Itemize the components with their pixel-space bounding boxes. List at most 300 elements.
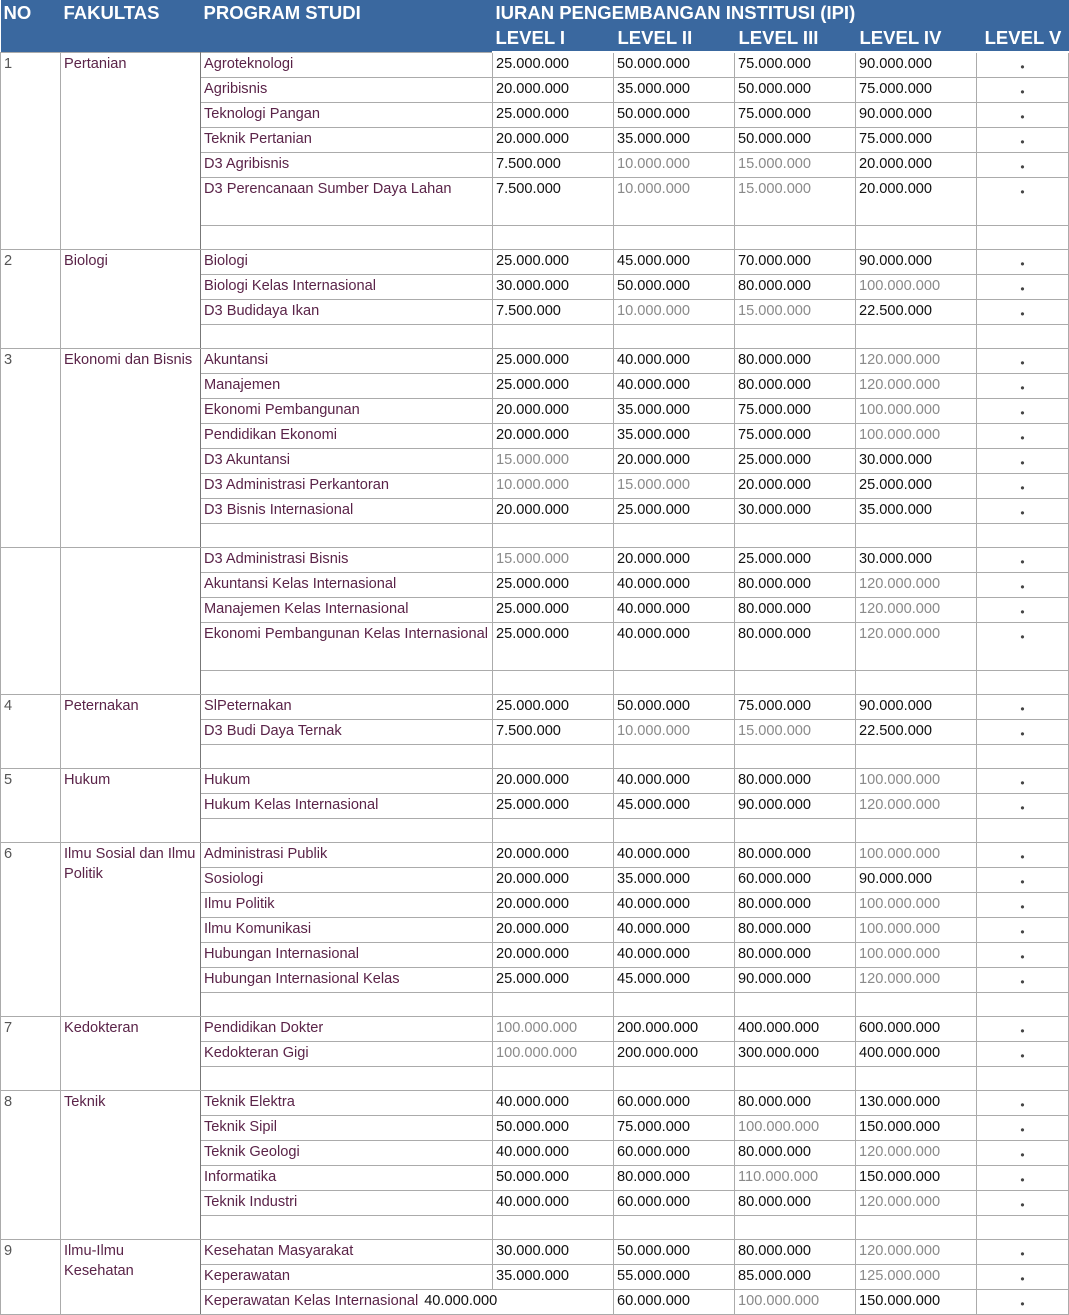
level-1-value: 30.000.000 bbox=[493, 1240, 614, 1265]
level-2-value: 10.000.000 bbox=[614, 153, 735, 178]
level-2-value: 25.000.000 bbox=[614, 499, 735, 524]
level-5-bullet: • bbox=[977, 1240, 1069, 1265]
level-5-bullet: • bbox=[977, 349, 1069, 374]
level-4-value: 120.000.000 bbox=[856, 968, 977, 993]
faculty-name: Hukum bbox=[61, 769, 201, 843]
level-4-value: 100.000.000 bbox=[856, 918, 977, 943]
level-2-value: 50.000.000 bbox=[614, 1240, 735, 1265]
level-2-value: 35.000.000 bbox=[614, 868, 735, 893]
program-name: Pendidikan Ekonomi bbox=[201, 424, 493, 449]
level-3-value: 15.000.000 bbox=[735, 153, 856, 178]
level-5-bullet: • bbox=[977, 474, 1069, 499]
empty-cell bbox=[493, 1216, 614, 1240]
level-1-value: 7.500.000 bbox=[493, 178, 614, 226]
program-name: Teknik Geologi bbox=[201, 1141, 493, 1166]
program-name: Ekonomi Pembangunan bbox=[201, 399, 493, 424]
table-row bbox=[1, 250, 1069, 275]
empty-cell bbox=[201, 993, 493, 1017]
level-5-bullet: • bbox=[977, 128, 1069, 153]
level-1-value: 25.000.000 bbox=[493, 250, 614, 275]
level-1-value: 25.000.000 bbox=[493, 374, 614, 399]
level-3-value: 60.000.000 bbox=[735, 868, 856, 893]
program-name: Agroteknologi bbox=[201, 52, 493, 78]
program-name: Agribisnis bbox=[201, 78, 493, 103]
level-3-value: 80.000.000 bbox=[735, 374, 856, 399]
level-1-value: 25.000.000 bbox=[493, 794, 614, 819]
empty-cell bbox=[493, 745, 614, 769]
level-5-bullet: • bbox=[977, 868, 1069, 893]
level-4-value: 90.000.000 bbox=[856, 52, 977, 78]
empty-cell bbox=[614, 993, 735, 1017]
level-1-value: 40.000.000 bbox=[493, 1141, 614, 1166]
level-1-value: 20.000.000 bbox=[493, 943, 614, 968]
program-name-text: Keperawatan Kelas Internasional bbox=[204, 1293, 419, 1309]
level-4-value: 100.000.000 bbox=[856, 399, 977, 424]
level-5-bullet: • bbox=[977, 769, 1069, 794]
level-1-value: 7.500.000 bbox=[493, 153, 614, 178]
program-name: Teknik Industri bbox=[201, 1191, 493, 1216]
level-5-bullet: • bbox=[977, 1191, 1069, 1216]
empty-cell bbox=[614, 1216, 735, 1240]
level-1-value: 30.000.000 bbox=[493, 275, 614, 300]
empty-cell bbox=[735, 226, 856, 250]
faculty-name: Peternakan bbox=[61, 695, 201, 769]
level-4-value: 100.000.000 bbox=[856, 424, 977, 449]
level-5-bullet: • bbox=[977, 968, 1069, 993]
empty-cell bbox=[856, 226, 977, 250]
level-5-bullet: • bbox=[977, 1091, 1069, 1116]
level-1-value: 50.000.000 bbox=[493, 1116, 614, 1141]
level-5-bullet: • bbox=[977, 153, 1069, 178]
level-1-value: 25.000.000 bbox=[493, 349, 614, 374]
level-5-bullet: • bbox=[977, 178, 1069, 226]
level-1-value: 25.000.000 bbox=[493, 598, 614, 623]
header-level-5: LEVEL V bbox=[977, 25, 1069, 52]
empty-cell bbox=[856, 993, 977, 1017]
level-3-value: 80.000.000 bbox=[735, 275, 856, 300]
level-5-bullet: • bbox=[977, 424, 1069, 449]
level-5-bullet: • bbox=[977, 103, 1069, 128]
header-no: NO bbox=[1, 0, 61, 52]
level-2-value: 40.000.000 bbox=[614, 769, 735, 794]
level-5-bullet: • bbox=[977, 573, 1069, 598]
faculty-number: 4 bbox=[1, 695, 61, 769]
level-4-value: 22.500.000 bbox=[856, 300, 977, 325]
level-3-value: 100.000.000 bbox=[735, 1116, 856, 1141]
level-4-value: 120.000.000 bbox=[856, 794, 977, 819]
empty-cell bbox=[735, 524, 856, 548]
level-3-value: 15.000.000 bbox=[735, 720, 856, 745]
program-name: Teknologi Pangan bbox=[201, 103, 493, 128]
table-row bbox=[1, 843, 1069, 868]
level-2-value: 10.000.000 bbox=[614, 720, 735, 745]
level-3-value: 300.000.000 bbox=[735, 1042, 856, 1067]
level-5-bullet: • bbox=[977, 918, 1069, 943]
level-2-value: 40.000.000 bbox=[614, 943, 735, 968]
level-5-bullet: • bbox=[977, 374, 1069, 399]
header-ipi: IURAN PENGEMBANGAN INSTITUSI (IPI) bbox=[493, 0, 1069, 25]
level-3-value: 80.000.000 bbox=[735, 893, 856, 918]
empty-cell bbox=[201, 1067, 493, 1091]
empty-cell bbox=[201, 671, 493, 695]
program-name: Ilmu Politik bbox=[201, 893, 493, 918]
level-4-value: 400.000.000 bbox=[856, 1042, 977, 1067]
level-1-value: 20.000.000 bbox=[493, 424, 614, 449]
level-2-value: 55.000.000 bbox=[614, 1265, 735, 1290]
level-2-value: 50.000.000 bbox=[614, 695, 735, 720]
level-3-value: 50.000.000 bbox=[735, 78, 856, 103]
faculty-name: Kedokteran bbox=[61, 1017, 201, 1091]
level-5-bullet: • bbox=[977, 720, 1069, 745]
level-5-bullet: • bbox=[977, 695, 1069, 720]
level-3-value: 80.000.000 bbox=[735, 843, 856, 868]
empty-cell bbox=[493, 524, 614, 548]
level-4-value: 25.000.000 bbox=[856, 474, 977, 499]
level-1-value: 20.000.000 bbox=[493, 399, 614, 424]
empty-cell bbox=[493, 819, 614, 843]
empty-cell bbox=[201, 1216, 493, 1240]
level-4-value: 75.000.000 bbox=[856, 128, 977, 153]
empty-cell bbox=[856, 1067, 977, 1091]
level-4-value: 100.000.000 bbox=[856, 943, 977, 968]
level-3-value: 80.000.000 bbox=[735, 349, 856, 374]
level-1-value: 10.000.000 bbox=[493, 474, 614, 499]
program-name: Informatika bbox=[201, 1166, 493, 1191]
program-name: Biologi Kelas Internasional bbox=[201, 275, 493, 300]
level-3-value: 25.000.000 bbox=[735, 548, 856, 573]
program-name: Ekonomi Pembangunan Kelas Internasional bbox=[201, 623, 493, 671]
level-4-value: 90.000.000 bbox=[856, 695, 977, 720]
level-5-bullet: • bbox=[977, 300, 1069, 325]
program-name: Akuntansi Kelas Internasional bbox=[201, 573, 493, 598]
program-name: Manajemen Kelas Internasional bbox=[201, 598, 493, 623]
program-name: Teknik Pertanian bbox=[201, 128, 493, 153]
empty-cell bbox=[735, 325, 856, 349]
header-program-studi: PROGRAM STUDI bbox=[201, 0, 493, 52]
program-name: Hubungan Internasional Kelas bbox=[201, 968, 493, 993]
level-4-value: 150.000.000 bbox=[856, 1166, 977, 1191]
program-name: Kesehatan Masyarakat bbox=[201, 1240, 493, 1265]
level-5-bullet: • bbox=[977, 78, 1069, 103]
faculty-name: Ekonomi dan Bisnis bbox=[61, 349, 201, 548]
level-2-value: 40.000.000 bbox=[614, 623, 735, 671]
level-3-value: 80.000.000 bbox=[735, 918, 856, 943]
program-name: Sosiologi bbox=[201, 868, 493, 893]
faculty-name: Ilmu-Ilmu Kesehatan bbox=[61, 1240, 201, 1315]
faculty-name bbox=[61, 548, 201, 695]
level-5-bullet: • bbox=[977, 623, 1069, 671]
level-2-value: 40.000.000 bbox=[614, 918, 735, 943]
level-4-value: 120.000.000 bbox=[856, 598, 977, 623]
level-5-bullet: • bbox=[977, 943, 1069, 968]
program-name: D3 Perencanaan Sumber Daya Lahan bbox=[201, 178, 493, 226]
level-3-value: 80.000.000 bbox=[735, 1191, 856, 1216]
level-2-value: 35.000.000 bbox=[614, 424, 735, 449]
level-1-value: 25.000.000 bbox=[493, 968, 614, 993]
level-1-value: 40.000.000 bbox=[493, 1191, 614, 1216]
program-name: Biologi bbox=[201, 250, 493, 275]
level-3-value: 25.000.000 bbox=[735, 449, 856, 474]
level-2-value: 60.000.000 bbox=[614, 1141, 735, 1166]
empty-cell bbox=[977, 993, 1069, 1017]
level-4-value: 100.000.000 bbox=[856, 769, 977, 794]
level-1-value: 40.000.000 bbox=[424, 1293, 498, 1309]
level-1-value: 20.000.000 bbox=[493, 769, 614, 794]
faculty-number: 6 bbox=[1, 843, 61, 1017]
empty-cell bbox=[977, 325, 1069, 349]
level-4-value: 90.000.000 bbox=[856, 868, 977, 893]
level-1-value: 7.500.000 bbox=[493, 300, 614, 325]
level-4-value: 100.000.000 bbox=[856, 893, 977, 918]
program-name: Hukum bbox=[201, 769, 493, 794]
level-3-value: 75.000.000 bbox=[735, 424, 856, 449]
table-row bbox=[1, 1017, 1069, 1042]
level-2-value: 10.000.000 bbox=[614, 178, 735, 226]
level-4-value: 130.000.000 bbox=[856, 1091, 977, 1116]
level-4-value: 120.000.000 bbox=[856, 1240, 977, 1265]
level-2-value: 60.000.000 bbox=[614, 1091, 735, 1116]
level-3-value: 80.000.000 bbox=[735, 1091, 856, 1116]
level-5-bullet: • bbox=[977, 598, 1069, 623]
level-5-bullet: • bbox=[977, 275, 1069, 300]
empty-cell bbox=[977, 819, 1069, 843]
empty-cell bbox=[735, 993, 856, 1017]
empty-cell bbox=[614, 671, 735, 695]
level-5-bullet: • bbox=[977, 1017, 1069, 1042]
faculty-number: 9 bbox=[1, 1240, 61, 1315]
table-row bbox=[1, 52, 1069, 78]
level-1-value: 20.000.000 bbox=[493, 918, 614, 943]
empty-cell bbox=[856, 819, 977, 843]
level-2-value: 200.000.000 bbox=[614, 1042, 735, 1067]
level-3-value: 80.000.000 bbox=[735, 573, 856, 598]
table-row bbox=[1, 548, 1069, 573]
level-4-value: 125.000.000 bbox=[856, 1265, 977, 1290]
faculty-name: Pertanian bbox=[61, 52, 201, 250]
level-2-value: 200.000.000 bbox=[614, 1017, 735, 1042]
level-5-bullet: • bbox=[977, 843, 1069, 868]
empty-cell bbox=[201, 325, 493, 349]
level-2-value: 40.000.000 bbox=[614, 843, 735, 868]
level-2-value: 15.000.000 bbox=[614, 474, 735, 499]
level-1-value: 40.000.000 bbox=[493, 1091, 614, 1116]
table-row bbox=[1, 695, 1069, 720]
level-3-value: 90.000.000 bbox=[735, 794, 856, 819]
level-5-bullet: • bbox=[977, 1166, 1069, 1191]
level-4-value: 150.000.000 bbox=[856, 1116, 977, 1141]
level-1-value: 7.500.000 bbox=[493, 720, 614, 745]
empty-cell bbox=[977, 745, 1069, 769]
level-3-value: 75.000.000 bbox=[735, 399, 856, 424]
level-2-value: 40.000.000 bbox=[614, 893, 735, 918]
level-4-value: 22.500.000 bbox=[856, 720, 977, 745]
faculty-name: Biologi bbox=[61, 250, 201, 349]
empty-cell bbox=[201, 524, 493, 548]
level-1-value: 15.000.000 bbox=[493, 449, 614, 474]
level-3-value: 110.000.000 bbox=[735, 1166, 856, 1191]
empty-cell bbox=[856, 671, 977, 695]
level-4-value: 75.000.000 bbox=[856, 78, 977, 103]
empty-cell bbox=[856, 1216, 977, 1240]
level-2-value: 20.000.000 bbox=[614, 548, 735, 573]
header-fakultas: FAKULTAS bbox=[61, 0, 201, 52]
level-1-value: 50.000.000 bbox=[493, 1166, 614, 1191]
level-5-bullet: • bbox=[977, 794, 1069, 819]
level-3-value: 75.000.000 bbox=[735, 695, 856, 720]
program-name: D3 Budidaya Ikan bbox=[201, 300, 493, 325]
program-name: Teknik Sipil bbox=[201, 1116, 493, 1141]
level-3-value: 80.000.000 bbox=[735, 1141, 856, 1166]
empty-cell bbox=[977, 1067, 1069, 1091]
level-4-value: 100.000.000 bbox=[856, 275, 977, 300]
program-name: D3 Akuntansi bbox=[201, 449, 493, 474]
level-2-value: 10.000.000 bbox=[614, 300, 735, 325]
header-level-4: LEVEL IV bbox=[856, 25, 977, 52]
faculty-number: 7 bbox=[1, 1017, 61, 1091]
level-1-value: 15.000.000 bbox=[493, 548, 614, 573]
level-1-value: 35.000.000 bbox=[493, 1265, 614, 1290]
level-3-value: 15.000.000 bbox=[735, 300, 856, 325]
level-1-value: 25.000.000 bbox=[493, 623, 614, 671]
empty-cell bbox=[977, 1216, 1069, 1240]
level-1-value: 25.000.000 bbox=[493, 103, 614, 128]
empty-cell bbox=[614, 524, 735, 548]
level-3-value: 15.000.000 bbox=[735, 178, 856, 226]
level-3-value: 70.000.000 bbox=[735, 250, 856, 275]
level-2-value: 40.000.000 bbox=[614, 374, 735, 399]
level-5-bullet: • bbox=[977, 499, 1069, 524]
level-3-value: 90.000.000 bbox=[735, 968, 856, 993]
empty-cell bbox=[977, 671, 1069, 695]
empty-cell bbox=[493, 1067, 614, 1091]
program-name: Hukum Kelas Internasional bbox=[201, 794, 493, 819]
program-name bbox=[201, 1290, 614, 1315]
faculty-number: 2 bbox=[1, 250, 61, 349]
empty-cell bbox=[856, 524, 977, 548]
program-name: Akuntansi bbox=[201, 349, 493, 374]
level-3-value: 75.000.000 bbox=[735, 103, 856, 128]
level-5-bullet: • bbox=[977, 52, 1069, 78]
level-2-value: 40.000.000 bbox=[614, 573, 735, 598]
table-row bbox=[1, 349, 1069, 374]
level-5-bullet: • bbox=[977, 1042, 1069, 1067]
level-1-value: 100.000.000 bbox=[493, 1017, 614, 1042]
level-3-value: 50.000.000 bbox=[735, 128, 856, 153]
level-2-value: 35.000.000 bbox=[614, 128, 735, 153]
empty-cell bbox=[201, 226, 493, 250]
level-1-value: 20.000.000 bbox=[493, 893, 614, 918]
level-2-value: 40.000.000 bbox=[614, 598, 735, 623]
program-name: Administrasi Publik bbox=[201, 843, 493, 868]
level-2-value: 35.000.000 bbox=[614, 399, 735, 424]
level-5-bullet: • bbox=[977, 1290, 1069, 1315]
level-4-value: 30.000.000 bbox=[856, 548, 977, 573]
program-name: Teknik Elektra bbox=[201, 1091, 493, 1116]
faculty-number: 5 bbox=[1, 769, 61, 843]
level-2-value: 45.000.000 bbox=[614, 794, 735, 819]
level-1-value: 25.000.000 bbox=[493, 52, 614, 78]
level-4-value: 120.000.000 bbox=[856, 1191, 977, 1216]
level-3-value: 80.000.000 bbox=[735, 623, 856, 671]
level-4-value: 90.000.000 bbox=[856, 103, 977, 128]
level-4-value: 35.000.000 bbox=[856, 499, 977, 524]
level-1-value: 25.000.000 bbox=[493, 695, 614, 720]
level-2-value: 35.000.000 bbox=[614, 78, 735, 103]
level-1-value: 20.000.000 bbox=[493, 78, 614, 103]
level-3-value: 80.000.000 bbox=[735, 598, 856, 623]
level-3-value: 30.000.000 bbox=[735, 499, 856, 524]
level-4-value: 120.000.000 bbox=[856, 623, 977, 671]
empty-cell bbox=[614, 1067, 735, 1091]
level-5-bullet: • bbox=[977, 548, 1069, 573]
empty-cell bbox=[735, 819, 856, 843]
level-3-value: 80.000.000 bbox=[735, 1240, 856, 1265]
empty-cell bbox=[735, 671, 856, 695]
level-4-value: 120.000.000 bbox=[856, 1141, 977, 1166]
level-4-value: 150.000.000 bbox=[856, 1290, 977, 1315]
empty-cell bbox=[856, 325, 977, 349]
faculty-number: 3 bbox=[1, 349, 61, 548]
faculty-name: Ilmu Sosial dan Ilmu Politik bbox=[61, 843, 201, 1017]
table-row bbox=[1, 769, 1069, 794]
header-level-3: LEVEL III bbox=[735, 25, 856, 52]
level-2-value: 80.000.000 bbox=[614, 1166, 735, 1191]
level-1-value: 20.000.000 bbox=[493, 843, 614, 868]
program-name: D3 Agribisnis bbox=[201, 153, 493, 178]
level-4-value: 600.000.000 bbox=[856, 1017, 977, 1042]
level-5-bullet: • bbox=[977, 1265, 1069, 1290]
level-3-value: 400.000.000 bbox=[735, 1017, 856, 1042]
level-1-value: 25.000.000 bbox=[493, 573, 614, 598]
level-1-value: 100.000.000 bbox=[493, 1042, 614, 1067]
program-name: D3 Bisnis Internasional bbox=[201, 499, 493, 524]
level-1-value: 20.000.000 bbox=[493, 868, 614, 893]
empty-cell bbox=[493, 993, 614, 1017]
faculty-number bbox=[1, 548, 61, 695]
level-2-value: 45.000.000 bbox=[614, 250, 735, 275]
level-5-bullet: • bbox=[977, 250, 1069, 275]
header-level-1: LEVEL I bbox=[493, 25, 614, 52]
level-3-value: 85.000.000 bbox=[735, 1265, 856, 1290]
table-header bbox=[1, 0, 1069, 52]
program-name: D3 Budi Daya Ternak bbox=[201, 720, 493, 745]
level-2-value: 50.000.000 bbox=[614, 275, 735, 300]
program-name: D3 Administrasi Perkantoran bbox=[201, 474, 493, 499]
level-2-value: 75.000.000 bbox=[614, 1116, 735, 1141]
level-3-value: 20.000.000 bbox=[735, 474, 856, 499]
level-4-value: 120.000.000 bbox=[856, 374, 977, 399]
empty-cell bbox=[735, 745, 856, 769]
level-2-value: 60.000.000 bbox=[614, 1191, 735, 1216]
empty-cell bbox=[735, 1216, 856, 1240]
faculty-number: 1 bbox=[1, 52, 61, 250]
level-3-value: 80.000.000 bbox=[735, 943, 856, 968]
level-4-value: 90.000.000 bbox=[856, 250, 977, 275]
level-3-value: 80.000.000 bbox=[735, 769, 856, 794]
program-name: SlPeternakan bbox=[201, 695, 493, 720]
level-5-bullet: • bbox=[977, 399, 1069, 424]
table-body bbox=[1, 52, 1069, 1315]
program-name: Pendidikan Dokter bbox=[201, 1017, 493, 1042]
level-2-value: 50.000.000 bbox=[614, 103, 735, 128]
table-row bbox=[1, 1091, 1069, 1116]
level-5-bullet: • bbox=[977, 449, 1069, 474]
level-4-value: 100.000.000 bbox=[856, 843, 977, 868]
level-1-value: 20.000.000 bbox=[493, 128, 614, 153]
level-4-value: 120.000.000 bbox=[856, 349, 977, 374]
empty-cell bbox=[201, 819, 493, 843]
empty-cell bbox=[735, 1067, 856, 1091]
